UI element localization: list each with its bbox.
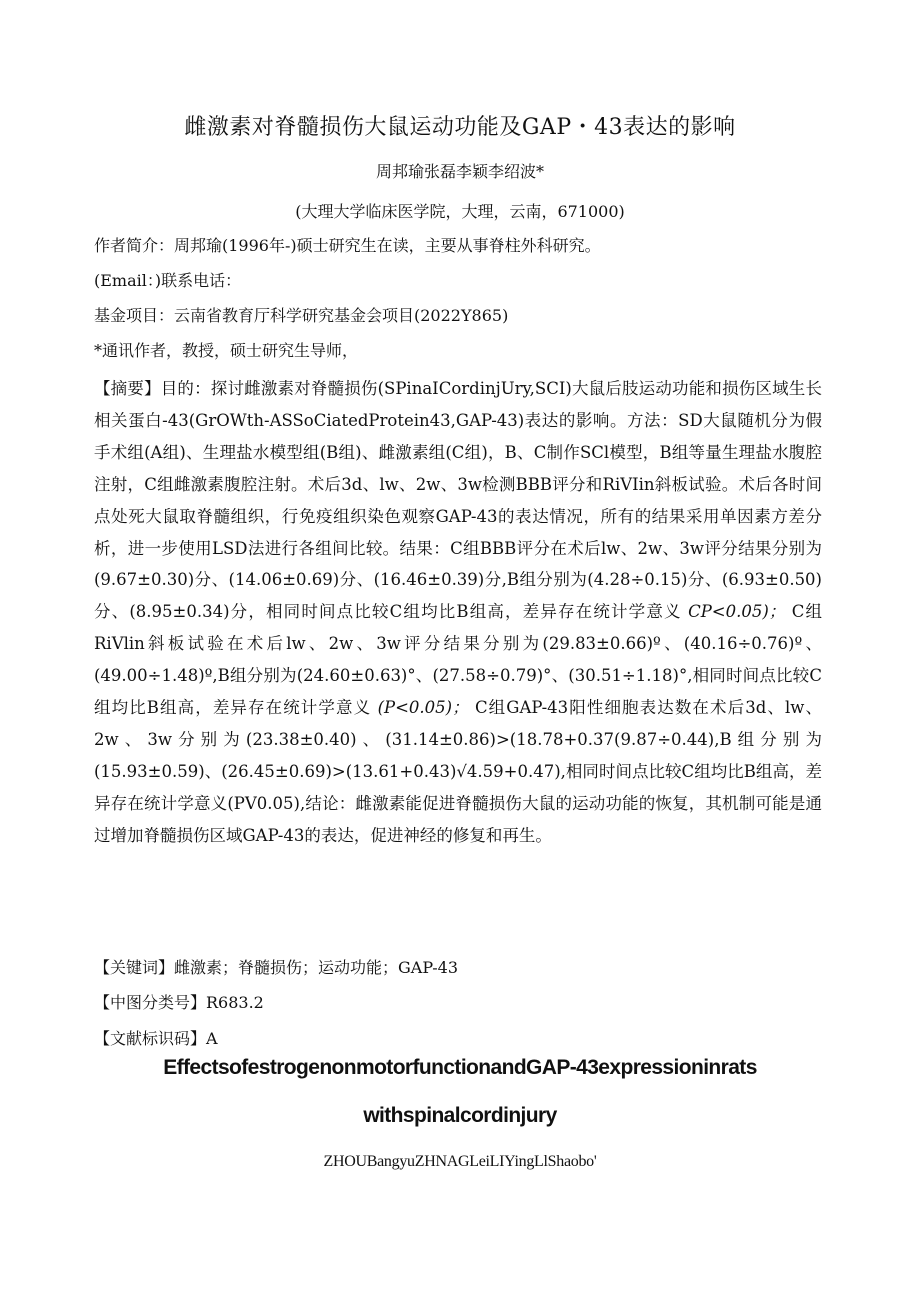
paper-title: 雌激素对脊髓损伤大鼠运动功能及GAP・43表达的影响 [184,115,736,140]
fund-info: 基金项目：云南省教育厅科学研究基金会项目(2022Y865) [94,306,509,325]
keywords: 【关键词】雌激素；脊髓损伤；运动功能；GAP-43 [94,958,458,977]
affiliation: (大理大学临床医学院，大理，云南，671000) [295,202,625,221]
abstract-text-1: 【摘要】目的：探讨雌激素对脊髓损伤(SPinaICordinjUry,SCI)大鼠后肢运动功能和损伤区域生长相关蛋白-43(GrOWth-ASSoCiatedProtein43,GAP-43)表达的影响。方法：SD大鼠随机分为假手术组(A组)、生理盐水模型组(B组)、雌激素组(C组)，B、C制作SCl模型，B组等量生理盐水腹腔注射，C组雌激素腹腔注射。术后3d、lw、2w、3w检测BBB评分和RiVIin斜板试验。术后各时间点处死大鼠取脊髓组织，行免疫组织染色观察GAP-43的表达情况，所有的结果采用单因素方差分析，进一步使用LSD法进行各组间比较。结果：C组BBB评分在术后lw、2w、3w评分结果分别为(9.67±0.30)分、(14.06±0.69)分、(16.46±0.39)分,B组分别为(4.28÷0.15)分、(6.93±0.50)分、(8.95±0.34)分，相同时间点比较C组均比B组高，差异存在统计学意义 [94,379,822,622]
abstract-pvalue-1: CP<0.05)； [688,602,786,622]
english-author-list: ZHOUBangyuZHNAGLeiLIYingLlShaobo' [323,1153,597,1170]
author-list: 周邦瑜张磊李颖李绍波* [375,162,544,181]
english-title-line-1: EffectsofestrogenonmotorfunctionandGAP-43expressioninrats [163,1056,757,1079]
document-code: 【文献标识码】A [94,1029,218,1048]
abstract-text-2: C组RiVlin斜板试验在术后lw、2w、3w评分结果分别为(29.83±0.66)º、(40.16÷0.76)º、(49.00÷1.48)º,B组分别为(24.60±0.63)°、(27.58÷0.79)°、(30.51÷1.18)°,相同时间点比较C组均比B组高，差异存在统计学意义 [94,602,823,718]
abstract-pvalue-2: (P<0.05)； [377,698,469,718]
english-title-line-2: withspinalcordinjury [363,1104,557,1127]
abstract-paragraph [94,373,822,852]
abstract-text-3: C组GAP-43阳性细胞表达数在术后3d、lw、2w、3w分别为(23.38±0.40)、(31.14±0.86)>(18.78+0.37(9.87÷0.44),B组分别为(15.93±0.59)、(26.45±0.69)>(13.61+0.43)√4.59+0.47),相同时间点比较C组均比B组高，差异存在统计学意义(PV0.05),结论：雌激素能促进脊髓损伤大鼠的运动功能的恢复，其机制可能是通过增加脊髓损伤区域GAP-43的表达，促进神经的修复和再生。 [94,698,822,845]
clc-number: 【中图分类号】R683.2 [94,993,264,1012]
author-intro: 作者简介：周邦瑜(1996年-)硕士研究生在读，主要从事脊柱外科研究。 [94,236,601,255]
corresponding-note: *通讯作者，教授，硕士研究生导师， [94,341,359,360]
contact-info: (Email：)联系电话： [94,271,242,290]
